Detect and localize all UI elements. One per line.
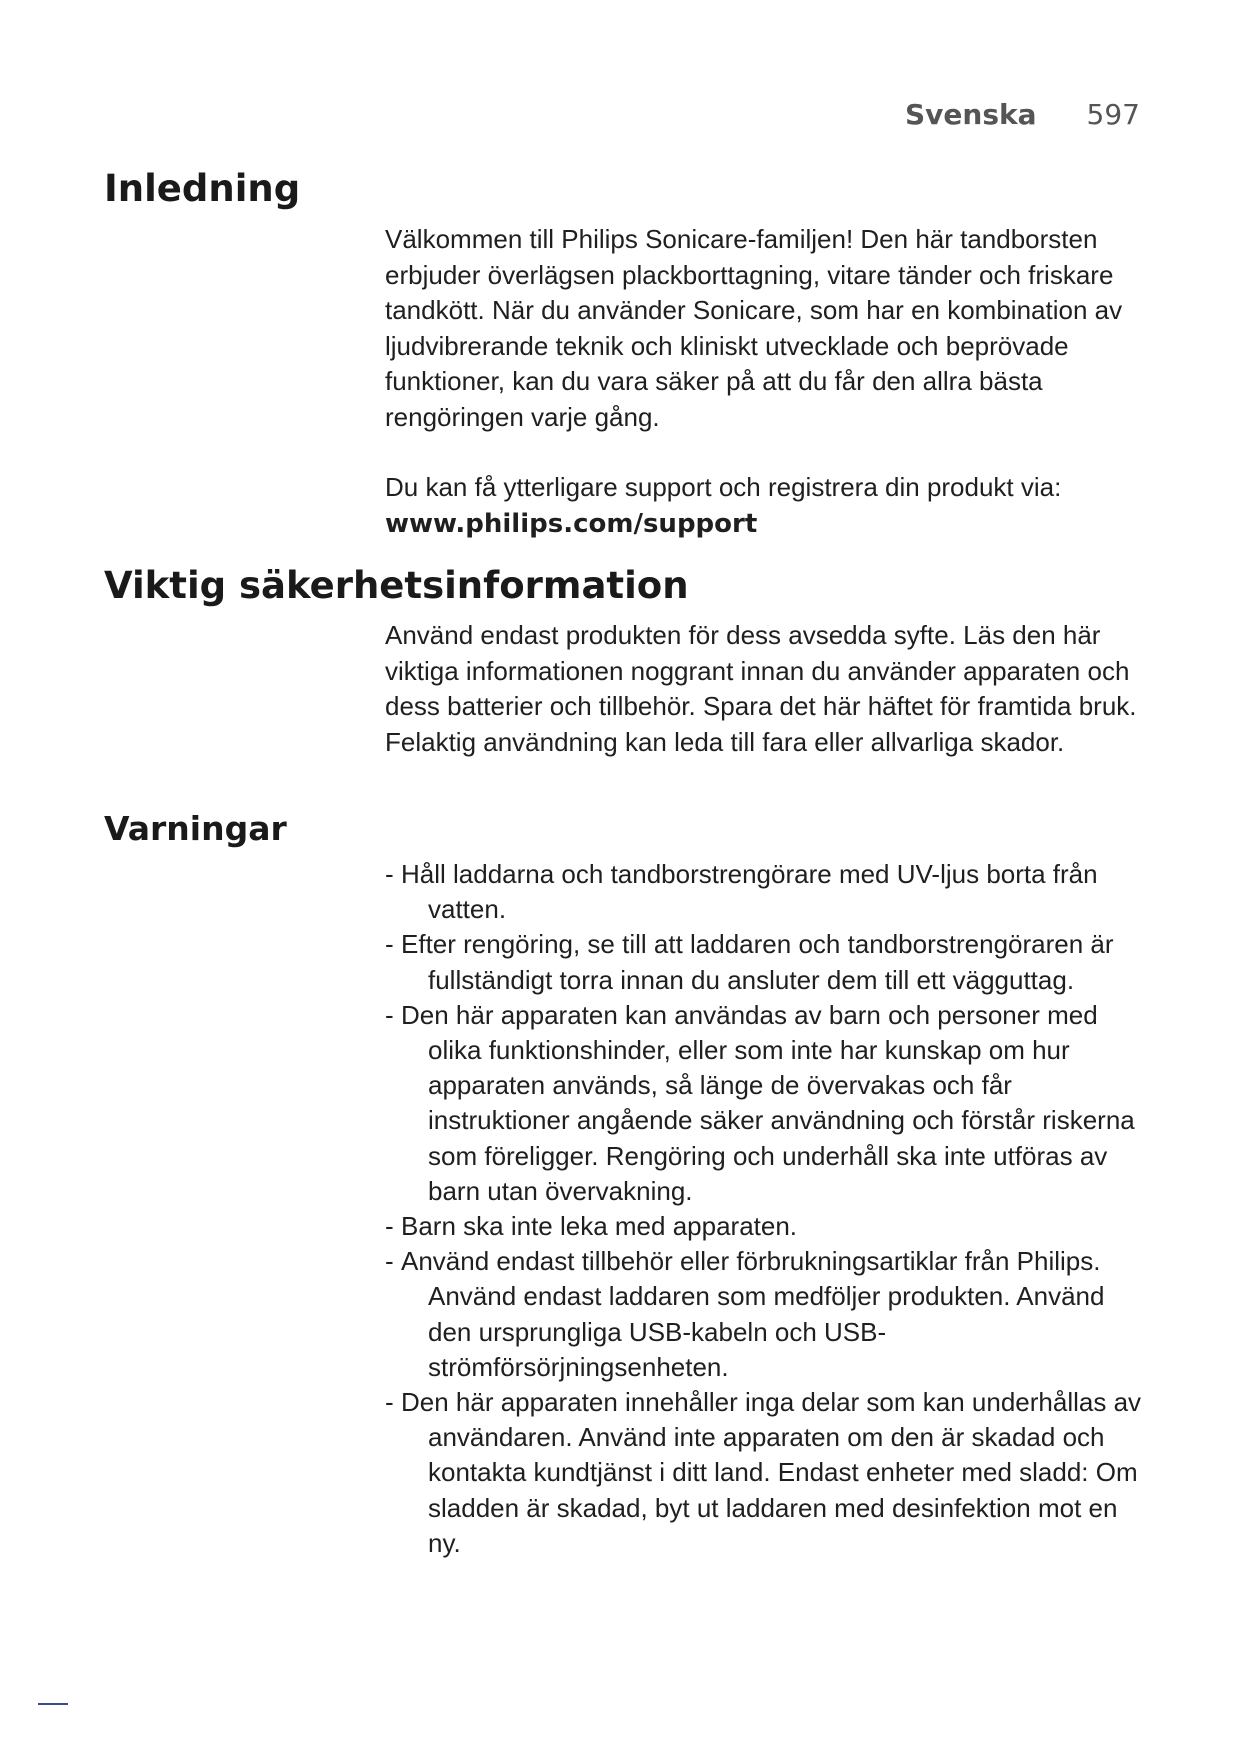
list-item: - Håll laddarna och tandborstrengörare med UV-ljus borta från vatten.: [385, 857, 1145, 927]
heading-safety: Viktig säkerhetsinformation: [104, 564, 689, 607]
header-language: Svenska: [905, 98, 1037, 131]
warning-text: Efter rengöring, se till att laddaren och tandborstrengöraren är fullständigt torra innan du ansluter dem till ett vägguttag.: [401, 929, 1114, 995]
intro-paragraph: Välkommen till Philips Sonicare-familjen! Den här tandborsten erbjuder överlägsen plackborttagning, vitare tänder och friskare tandkött. När du använder Sonicare, som har en kombination av ljudvibrerande teknik och kliniskt utvecklade och beprövade funktioner, kan du vara säker på att du får den allra bästa rengöringen varje gång.: [385, 224, 1123, 432]
list-item: - Den här apparaten innehåller inga delar som kan underhållas av användaren. Använd inte apparaten om den är skadad och kontakta kundtjänst i ditt land. Endast enheter med sladd: Om sladden är skadad, byt ut laddaren med desinfektion mot en ny.: [385, 1385, 1145, 1561]
warning-text: Barn ska inte leka med apparaten.: [401, 1211, 798, 1242]
page-number: 597: [1086, 98, 1140, 131]
warning-text: Den här apparaten kan användas av barn och personer med olika funktionshinder, eller som inte har kunskap om hur apparaten används, så länge de övervakas och får instruktioner angående säker användning och förstår riskerna som föreligger. Rengöring och underhåll ska inte utföras av barn utan övervakning.: [401, 999, 1135, 1206]
safety-paragraph: Använd endast produkten för dess avsedda syfte. Läs den här viktiga informationen noggrant innan du använder apparaten och dess batterier och tillbehör. Spara det här häftet för framtida bruk. Felaktig användning kan leda till fara eller allvarliga skador.: [385, 620, 1137, 757]
warnings-list: [385, 857, 1145, 1561]
support-link[interactable]: www.philips.com/support: [385, 508, 758, 539]
list-item: - Använd endast tillbehör eller förbrukningsartiklar från Philips. Använd endast laddaren som medföljer produkten. Använd den ursprungliga USB-kabeln och USB-strömförsörjningsenheten.: [385, 1244, 1145, 1385]
list-item: - Den här apparaten kan användas av barn och personer med olika funktionshinder, eller som inte har kunskap om hur apparaten används, så länge de övervakas och får instruktioner angående säker användning och förstår riskerna som föreligger. Rengöring och underhåll ska inte utföras av barn utan övervakning.: [385, 998, 1145, 1209]
heading-warnings: Varningar: [104, 809, 287, 848]
warning-text: Håll laddarna och tandborstrengörare med UV-ljus borta från vatten.: [401, 859, 1098, 925]
support-paragraph: [385, 470, 1145, 542]
heading-intro: Inledning: [104, 167, 301, 210]
list-item: - Efter rengöring, se till att laddaren och tandborstrengöraren är fullständigt torra innan du ansluter dem till ett vägguttag.: [385, 927, 1145, 997]
page-header: [905, 98, 1140, 131]
warning-text: Den här apparaten innehåller inga delar som kan underhållas av användaren. Använd inte apparaten om den är skadad och kontakta kundtjänst i ditt land. Endast enheter med sladd: Om sladden är skadad, byt ut laddaren med desinfektion mot en ny.: [401, 1387, 1142, 1558]
list-item: - Barn ska inte leka med apparaten.: [385, 1209, 1145, 1244]
footer-mark: [38, 1703, 68, 1705]
support-prefix: Du kan få ytterligare support och registrera din produkt via:: [385, 472, 1062, 502]
warning-text: Använd endast tillbehör eller förbrukningsartiklar från Philips. Använd endast laddaren som medföljer produkten. Använd den ursprungliga USB-kabeln och USB-strömförsörjningsenheten.: [401, 1246, 1105, 1382]
